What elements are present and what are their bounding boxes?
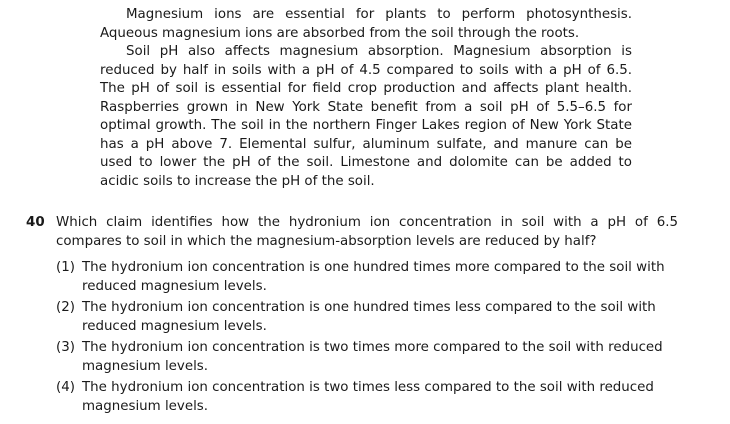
choice-label: (1) — [56, 260, 75, 275]
choice-label: (4) — [56, 380, 75, 395]
answer-choice-2[interactable] — [56, 299, 678, 336]
reading-passage — [100, 6, 632, 191]
answer-choices — [26, 259, 678, 416]
answer-choice-4[interactable] — [56, 379, 678, 416]
choice-text: The hydronium ion concentration is one hundred times less compared to the soil with reduced magnesium levels. — [82, 300, 656, 334]
question-header — [26, 214, 678, 251]
choice-label: (3) — [56, 340, 75, 355]
choice-text: The hydronium ion concentration is two times less compared to the soil with reduced magnesium levels. — [82, 380, 654, 414]
question-number: 40 — [26, 215, 45, 230]
answer-choice-1[interactable] — [56, 259, 678, 296]
question-stem: Which claim identifies how the hydronium ion concentration in soil with a pH of 6.5 compares to soil in which the magnesium-absorption levels are reduced by half? — [56, 215, 678, 249]
passage-paragraph-2: Soil pH also affects magnesium absorption. Magnesium absorption is reduced by half in soils with a pH of 4.5 compared to soils with a pH of 6.5. The pH of soil is essential for field crop production and affects plant health. Raspberries grown in New York State benefit from a soil pH of 5.5–6.5 for optimal growth. The soil in the northern Finger Lakes region of New York State has a pH above 7. Elemental sulfur, aluminum sulfate, and manure can be used to lower the pH of the soil. Limestone and dolomite can be added to acidic soils to increase the pH of the soil. — [100, 44, 632, 189]
choice-text: The hydronium ion concentration is two times more compared to the soil with reduced magnesium levels. — [82, 340, 663, 374]
answer-choice-3[interactable] — [56, 339, 678, 376]
choice-label: (2) — [56, 300, 75, 315]
choice-text: The hydronium ion concentration is one hundred times more compared to the soil with reduced magnesium levels. — [82, 260, 665, 294]
passage-paragraph-1: Magnesium ions are essential for plants to perform photosynthesis. Aqueous magnesium ions are absorbed from the soil through the roots. — [100, 7, 632, 41]
question-40 — [26, 214, 678, 419]
